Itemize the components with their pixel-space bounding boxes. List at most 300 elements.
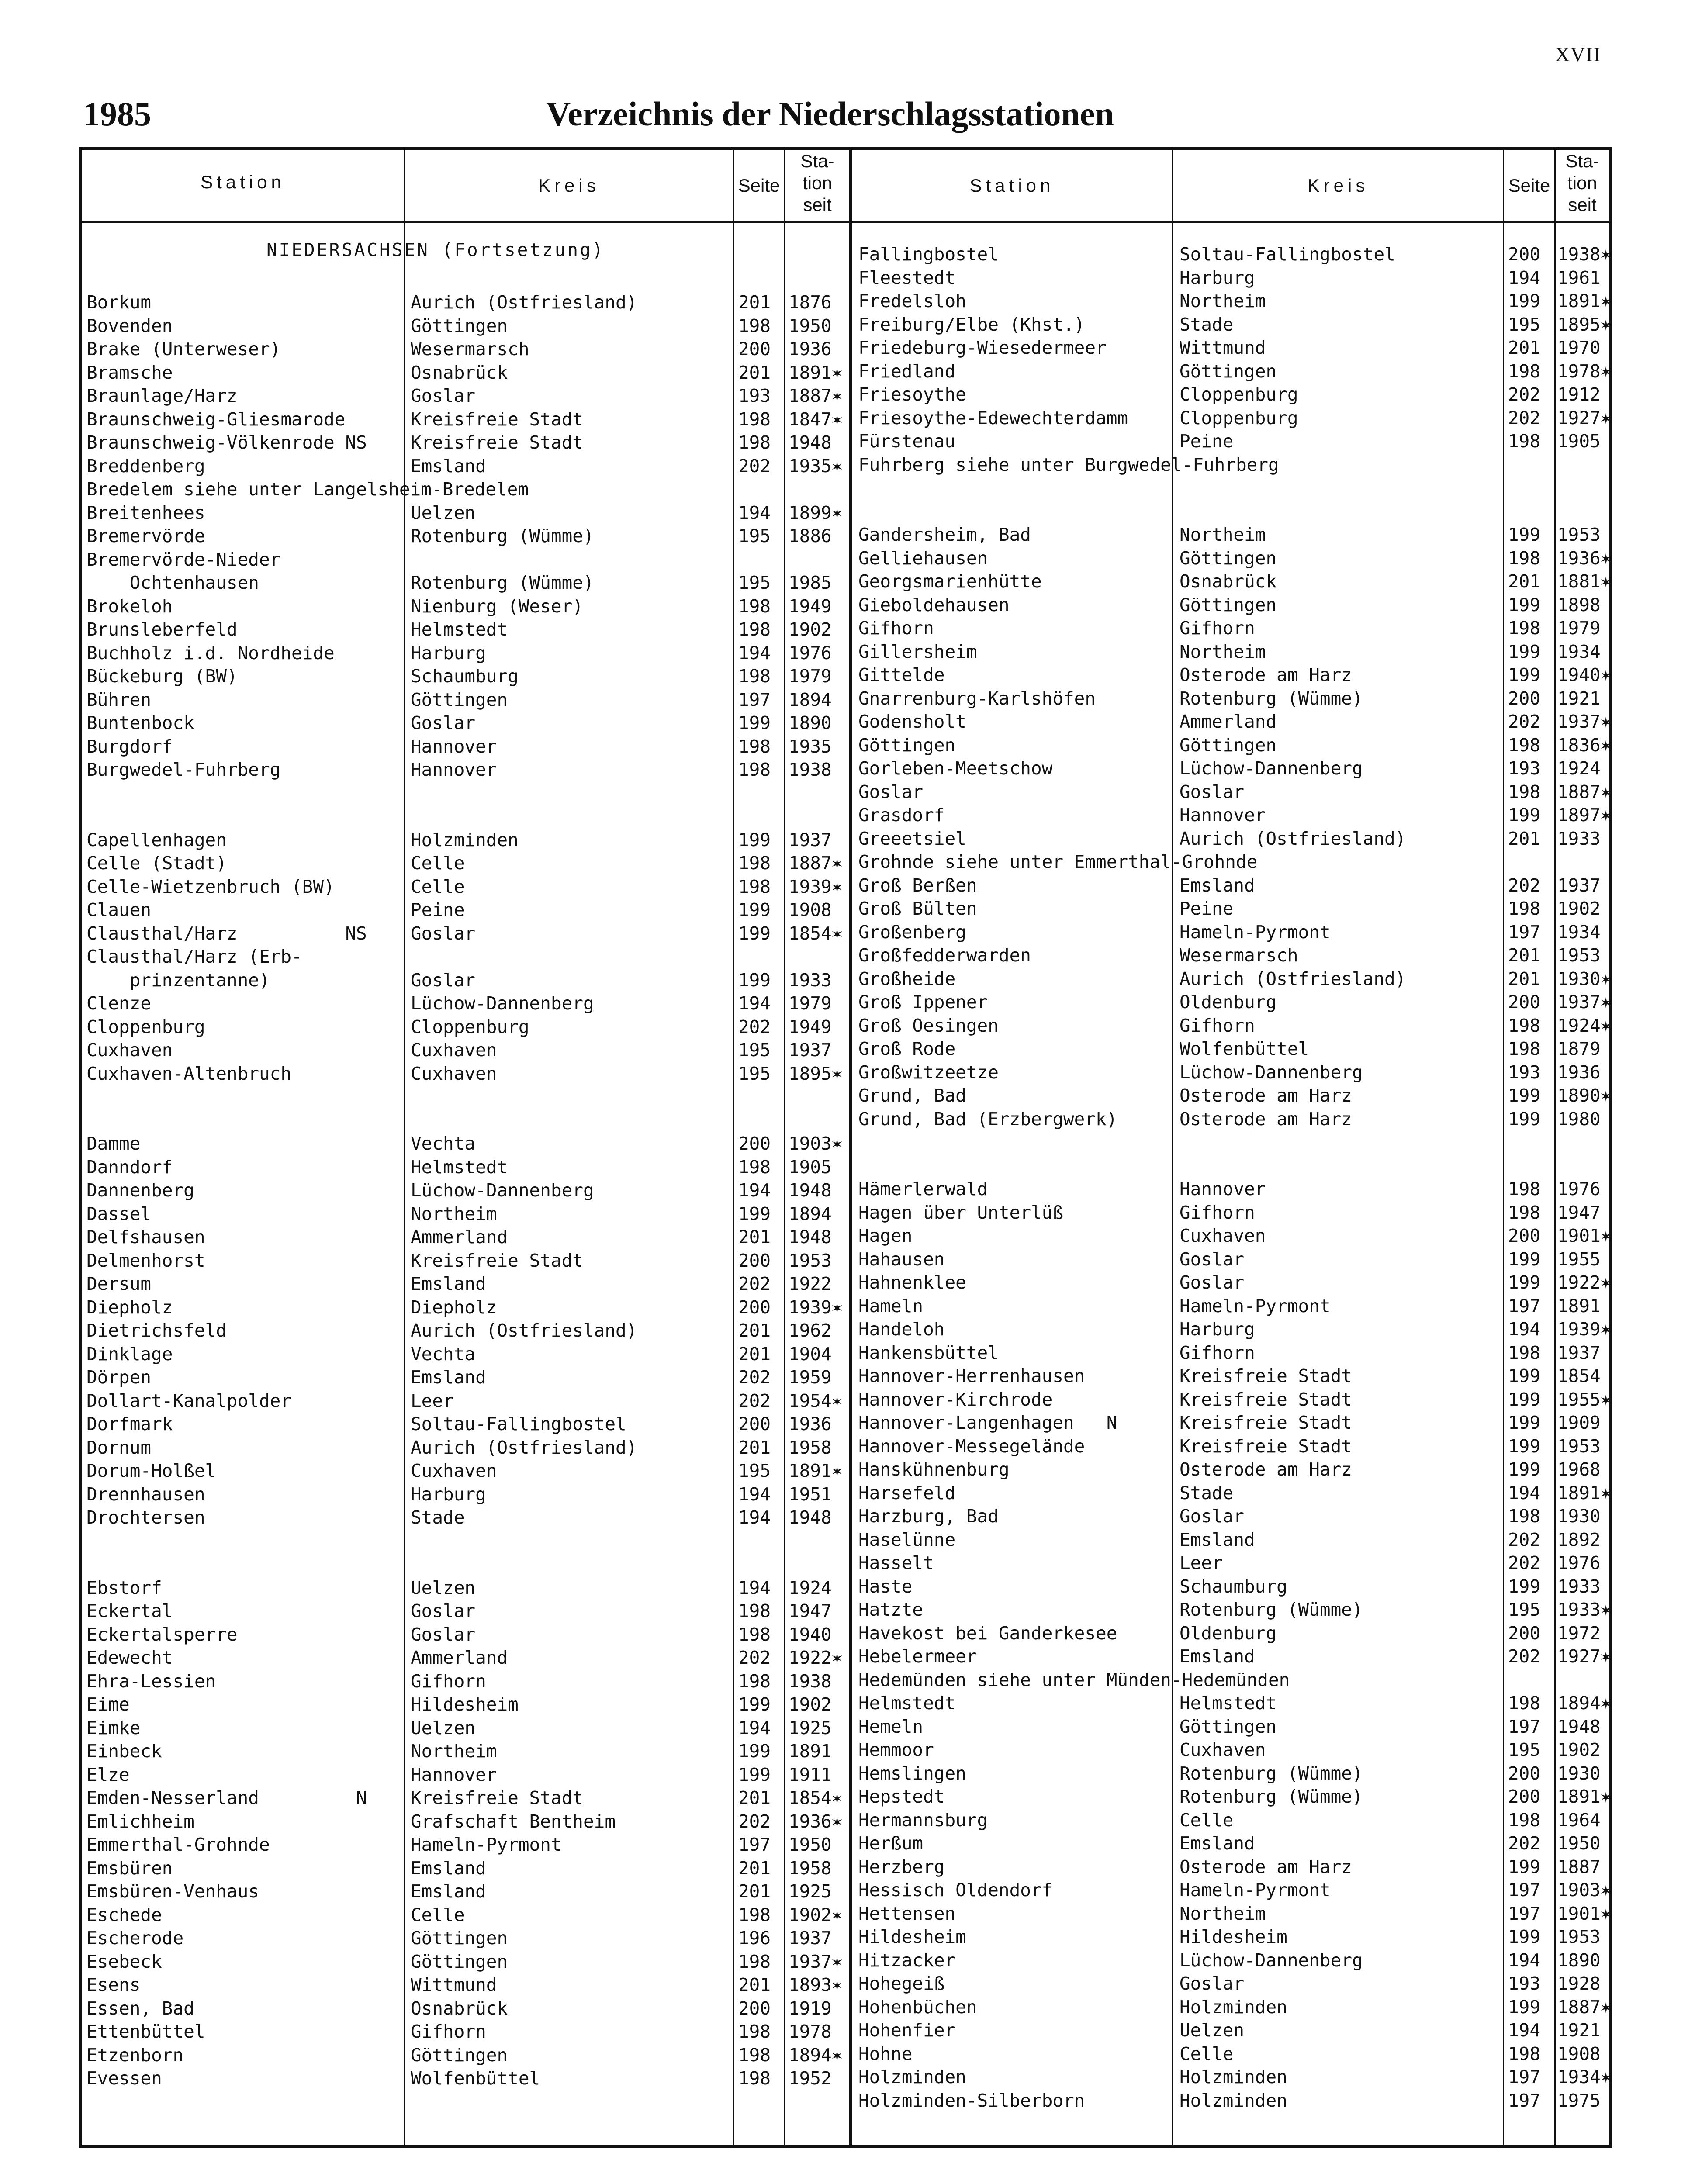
kreis-name: Goslar [411,969,476,991]
seite-value: 199 [1508,664,1541,685]
seite-value: 201 [738,292,771,313]
seite-value: 201 [738,1437,771,1458]
seite-value: 199 [1508,594,1541,615]
kreis-name: Northeim [411,1741,497,1762]
station-name: Friesoythe-Edewechterdamm [858,407,1128,429]
kreis-name: Peine [1180,898,1234,919]
seite-value: 198 [1508,1038,1541,1059]
station-since: 1902✶ [789,1904,843,1925]
kreis-name: Kreisfreie Stadt [411,1250,583,1271]
seite-value: 194 [1508,2020,1541,2041]
header-seit-line: tion [1567,173,1597,193]
seite-value: 195 [1508,1739,1541,1760]
station-since: 1901✶ [1557,1225,1612,1246]
kreis-name: Lüchow-Dannenberg [411,1180,594,1201]
station-since: 1950 [789,1834,832,1855]
kreis-name: Holzminden [1180,1996,1287,2018]
station-name: Dersum [86,1273,152,1294]
station-name: Gelliehausen [858,547,988,569]
seite-value: 200 [1508,688,1541,709]
kreis-name: Leer [411,1390,454,1411]
station-name: Groß Oesingen [858,1015,999,1036]
station-since: 1938✶ [1557,244,1612,265]
station-name: Elze [86,1764,130,1785]
kreis-name: Northeim [411,1203,497,1224]
seite-value: 197 [1508,1716,1541,1737]
station-name: Dassel [86,1203,152,1224]
seite-value: 194 [1508,1482,1541,1503]
kreis-name: Goslar [1180,1272,1245,1293]
kreis-name: Cuxhaven [411,1063,497,1084]
station-name: Gorleben-Meetschow [858,758,1053,779]
kreis-name: Aurich (Ostfriesland) [411,1437,637,1458]
station-name: Breitenhees [86,502,205,523]
seite-value: 198 [738,853,771,874]
seite-value: 198 [1508,898,1541,919]
seite-value: 197 [738,1834,771,1855]
station-name: Brake (Unterweser) [86,339,281,359]
station-name: Bremervörde-Nieder [86,549,281,570]
seite-value: 198 [1508,2043,1541,2064]
kreis-name: Northeim [1180,641,1266,662]
kreis-name: Grafschaft Bentheim [411,1811,616,1832]
station-since: 1936✶ [789,1811,843,1832]
seite-value: 201 [1508,571,1541,592]
station-since: 1924✶ [1557,1015,1612,1036]
station-name: Dorum-Holßel [86,1460,216,1481]
station-since: 1876 [789,292,832,313]
seite-value: 199 [1508,641,1541,662]
kreis-name: Harburg [1180,267,1255,288]
station-since: 1958 [789,1857,832,1879]
seite-value: 198 [738,876,771,897]
seite-value: 201 [1508,945,1541,966]
station-since: 1953 [789,1250,832,1271]
station-name: Hasselt [858,1552,934,1573]
seite-value: 199 [738,923,771,944]
seite-value: 199 [1508,1459,1541,1480]
seite-value: 200 [1508,1762,1541,1784]
station-since: 1954✶ [789,1390,843,1411]
kreis-name: Osterode am Harz [1180,1108,1352,1130]
station-name: Hahnenklee [858,1272,966,1293]
station-name: Bovenden [86,315,173,336]
station-name: Hemeln [858,1716,924,1737]
station-since: 1908 [1557,2043,1601,2064]
station-name: Ebstorf [86,1577,162,1598]
kreis-name: Göttingen [411,1951,508,1972]
station-name: Hannover-Langenhagen N [858,1412,1117,1433]
seite-value: 201 [738,1227,771,1248]
seite-value: 198 [738,1624,771,1645]
seite-value: 199 [1508,1996,1541,2018]
seite-value: 193 [1508,1061,1541,1083]
station-name: Brunsleberfeld [86,619,238,640]
station-since: 1934 [1557,921,1601,943]
seite-value: 197 [1508,1880,1541,1901]
kreis-name: Cuxhaven [1180,1739,1266,1760]
station-since: 1933 [1557,1576,1601,1597]
station-name: Großwitzeetze [858,1061,999,1083]
station-name: Großheide [858,968,956,989]
kreis-name: Göttingen [411,1928,508,1949]
seite-value: 197 [1508,921,1541,943]
seite-value: 198 [738,1670,771,1692]
seite-value: 202 [1508,407,1541,429]
station-name: Bramsche [86,362,173,383]
station-name: Clausthal/Harz NS [86,923,367,944]
kreis-name: Göttingen [1180,734,1277,756]
station-since: 1953 [1557,1926,1601,1947]
station-name: Ehra-Lessien [86,1670,216,1692]
station-name: Cloppenburg [86,1016,205,1037]
kreis-name: Stade [1180,1482,1234,1503]
station-name: Grohnde siehe unter Emmerthal-Grohnde [858,851,1258,872]
seite-value: 199 [738,899,771,920]
station-name: Hämerlerwald [858,1178,988,1199]
kreis-name: Hannover [1180,1178,1266,1199]
seite-value: 202 [1508,711,1541,732]
seite-value: 198 [738,1951,771,1972]
seite-value: 198 [1508,1015,1541,1036]
station-name: Hohenfier [858,2020,956,2041]
station-name: Haselünne [858,1529,956,1550]
seite-value: 199 [738,1694,771,1715]
seite-value: 194 [738,1180,771,1201]
seite-value: 194 [1508,1949,1541,1971]
page-number: XVII [1555,43,1601,66]
station-name: Hameln [858,1295,924,1317]
station-since: 1979 [1557,618,1601,639]
header-seit-right [1556,150,1609,216]
station-name: Dorfmark [86,1413,173,1434]
kreis-name: Aurich (Ostfriesland) [1180,968,1406,989]
station-name: Grund, Bad (Erzbergwerk) [858,1108,1117,1130]
kreis-name: Ammerland [411,1647,508,1668]
station-name: Hannover-Herrenhausen [858,1365,1085,1386]
kreis-name: Cuxhaven [411,1460,497,1481]
station-since: 1948 [789,1180,832,1201]
station-name: Gandersheim, Bad [858,524,1031,545]
header-station-right: Station [969,175,1055,196]
kreis-name: Emsland [411,455,486,477]
station-name: Brokeloh [86,595,173,617]
station-since: 1891✶ [789,362,843,383]
station-since: 1921 [1557,688,1601,709]
station-since: 1922✶ [1557,1272,1612,1293]
seite-value: 199 [1508,1272,1541,1293]
col-divider [1503,149,1504,2148]
station-name: Dinklage [86,1343,173,1365]
station-since: 1902 [1557,898,1601,919]
seite-value: 194 [1508,267,1541,288]
seite-value: 199 [738,1203,771,1224]
seite-value: 195 [738,525,771,546]
station-name: Herzberg [858,1856,945,1877]
kreis-name: Wittmund [1180,337,1266,358]
header-seit-line: Sta- [1565,151,1599,171]
kreis-name: Goslar [1180,1506,1245,1527]
kreis-name: Vechta [411,1343,476,1365]
kreis-name: Göttingen [1180,594,1277,615]
station-name: Hanskühnenburg [858,1459,1010,1480]
seite-value: 199 [1508,1108,1541,1130]
station-since: 1937 [789,829,832,850]
station-since: 1902 [789,619,832,640]
seite-value: 201 [1508,828,1541,849]
kreis-name: Goslar [1180,1248,1245,1270]
station-name: Ettenbüttel [86,2021,205,2042]
seite-value: 194 [738,1717,771,1738]
station-since: 1940✶ [1557,664,1612,685]
header-seit-line: Sta- [800,151,834,171]
kreis-name: Goslar [411,1600,476,1621]
seite-value: 198 [1508,1693,1541,1714]
station-since: 1958 [789,1437,832,1458]
kreis-name: Kreisfreie Stadt [1180,1365,1352,1386]
station-since: 1891 [1557,1295,1601,1317]
header-rule [79,221,1612,223]
kreis-name: Emsland [1180,1529,1255,1550]
station-since: 1924 [789,1577,832,1598]
seite-value: 199 [1508,805,1541,826]
kreis-name: Helmstedt [1180,1693,1277,1714]
kreis-name: Rotenburg (Wümme) [411,572,594,593]
seite-value: 202 [738,1647,771,1668]
kreis-name: Lüchow-Dannenberg [1180,1061,1363,1083]
station-name: Emsbüren-Venhaus [86,1881,259,1902]
station-name: Breddenberg [86,455,205,477]
station-name: Groß Bülten [858,898,977,919]
col-divider [784,149,785,2148]
station-since: 1950 [789,315,832,336]
station-since: 1902 [1557,1739,1601,1760]
station-name: Hannover-Messegelände [858,1435,1085,1457]
kreis-name: Holzminden [1180,2090,1287,2111]
kreis-name: Oldenburg [1180,1622,1277,1644]
kreis-name: Goslar [1180,781,1245,802]
station-since: 1925 [789,1717,832,1738]
station-since: 1948 [789,1507,832,1528]
header-seite-right: Seite [1508,175,1550,196]
station-since: 1881✶ [1557,571,1612,592]
seite-value: 200 [738,1133,771,1154]
station-name: Dietrichsfeld [86,1320,227,1341]
station-since: 1933 [1557,828,1601,849]
station-name: Clauen [86,899,152,920]
station-name: Gillersheim [858,641,977,662]
station-since: 1937✶ [1557,992,1612,1013]
station-since: 1978✶ [1557,360,1612,382]
seite-value: 195 [1508,1599,1541,1620]
station-since: 1890 [789,712,832,733]
kreis-name: Göttingen [1180,360,1277,382]
station-since: 1937 [789,1928,832,1949]
station-since: 1836✶ [1557,734,1612,756]
kreis-name: Gifhorn [411,2021,486,2042]
kreis-name: Kreisfreie Stadt [411,432,583,453]
station-since: 1953 [1557,524,1601,545]
kreis-name: Osterode am Harz [1180,664,1352,685]
kreis-name: Hannover [411,759,497,780]
station-name: Emden-Nesserland N [86,1787,367,1808]
station-name: Groß Ippener [858,992,988,1013]
station-since: 1911 [789,1764,832,1785]
seite-value: 202 [1508,874,1541,896]
seite-value: 199 [738,712,771,733]
station-name: Hedemünden siehe unter Münden-Hedemünden [858,1669,1290,1690]
kreis-name: Uelzen [1180,2020,1245,2041]
station-name: Friedland [858,360,956,382]
seite-value: 193 [1508,1973,1541,1994]
station-since: 1891✶ [789,1460,843,1481]
seite-value: 199 [1508,1365,1541,1386]
seite-value: 202 [1508,1646,1541,1667]
station-name: Delmenhorst [86,1250,205,1271]
seite-value: 198 [1508,1202,1541,1223]
station-since: 1919 [789,1997,832,2019]
seite-value: 199 [1508,1412,1541,1433]
station-name: Bühren [86,689,152,710]
station-name: Buchholz i.d. Nordheide [86,642,335,663]
station-since: 1976 [1557,1552,1601,1573]
seite-value: 199 [1508,1856,1541,1877]
header-kreis-left: Kreis [538,175,600,196]
station-name: Dannenberg [86,1180,194,1201]
kreis-name: Celle [411,876,465,897]
kreis-name: Hameln-Pyrmont [411,1834,562,1855]
station-since: 1854✶ [789,923,843,944]
station-name: Georgsmarienhütte [858,571,1042,592]
kreis-name: Cuxhaven [1180,1225,1266,1246]
kreis-name: Lüchow-Dannenberg [1180,758,1363,779]
station-since: 1980 [1557,1108,1601,1130]
kreis-name: Rotenburg (Wümme) [411,525,594,546]
seite-value: 198 [1508,1809,1541,1831]
station-name: Danndorf [86,1156,173,1178]
station-name: Gnarrenburg-Karlshöfen [858,688,1096,709]
kreis-name: Ammerland [411,1227,508,1248]
station-name: Escherode [86,1928,184,1949]
station-since: 1886 [789,525,832,546]
seite-value: 194 [738,642,771,663]
kreis-name: Celle [411,853,465,874]
seite-value: 201 [738,362,771,383]
kreis-name: Göttingen [411,315,508,336]
seite-value: 198 [1508,1506,1541,1527]
station-since: 1936 [789,339,832,359]
station-name: Herßum [858,1833,924,1854]
station-name: Eschede [86,1904,162,1925]
station-since: 1962 [789,1320,832,1341]
col-divider [1172,149,1173,2148]
station-name: Holzminden-Silberborn [858,2090,1085,2111]
seite-value: 200 [1508,1225,1541,1246]
kreis-name: Emsland [411,1367,486,1388]
kreis-name: Cloppenburg [411,1016,529,1037]
station-name: Goslar [858,781,924,802]
seite-value: 197 [1508,2067,1541,2087]
station-since: 1948 [789,1227,832,1248]
station-since: 1893✶ [789,1974,843,1995]
station-since: 1887✶ [1557,1996,1612,2018]
seite-value: 198 [738,315,771,336]
seite-value: 200 [738,339,771,359]
station-name: Etzenborn [86,2044,184,2066]
station-name: Edewecht [86,1647,173,1668]
seite-value: 194 [1508,1319,1541,1340]
station-since: 1905 [1557,431,1601,452]
kreis-name: Gifhorn [1180,1342,1255,1363]
station-since: 1938 [789,1670,832,1692]
station-name: Hessisch Oldendorf [858,1880,1053,1901]
kreis-name: Osterode am Harz [1180,1459,1352,1480]
station-since: 1937✶ [789,1951,843,1972]
station-since: 1902 [789,1694,832,1715]
header-seit-line: seit [803,194,832,215]
seite-value: 198 [738,432,771,453]
header-seit-line: tion [803,173,832,193]
station-name: Cuxhaven-Altenbruch [86,1063,291,1084]
kreis-name: Osterode am Harz [1180,1856,1352,1877]
seite-value: 201 [738,1974,771,1995]
station-name: Handeloh [858,1319,945,1340]
station-name: Bredelem siehe unter Langelsheim-Bredelem [86,479,529,500]
seite-value: 195 [738,1063,771,1084]
station-name: Borkum [86,292,152,313]
station-since: 1887 [1557,1856,1601,1877]
seite-value: 199 [1508,290,1541,311]
seite-value: 202 [738,1390,771,1411]
kreis-name: Gifhorn [1180,1015,1255,1036]
station-since: 1936 [789,1413,832,1434]
seite-value: 198 [738,595,771,617]
station-since: 1948 [789,432,832,453]
station-name: Grund, Bad [858,1085,966,1106]
station-name: Braunlage/Harz [86,385,238,406]
station-since: 1894 [789,1203,832,1224]
seite-value: 199 [1508,1435,1541,1457]
kreis-name: Lüchow-Dannenberg [1180,1949,1363,1971]
kreis-name: Helmstedt [411,619,508,640]
seite-value: 202 [1508,1552,1541,1573]
seite-value: 198 [738,1156,771,1178]
kreis-name: Schaumburg [1180,1576,1287,1597]
seite-value: 193 [738,385,771,406]
kreis-name: Goslar [411,1624,476,1645]
seite-value: 199 [1508,1926,1541,1947]
header-seit-line: seit [1568,194,1597,215]
station-name: Celle-Wietzenbruch (BW) [86,876,335,897]
station-since: 1979 [789,666,832,687]
station-since: 1847✶ [789,408,843,430]
kreis-name: Goslar [411,923,476,944]
kreis-name: Hildesheim [1180,1926,1287,1947]
kreis-name: Göttingen [411,689,508,710]
station-since: 1972 [1557,1622,1601,1644]
station-name: Gieboldehausen [858,594,1010,615]
kreis-name: Hannover [411,1764,497,1785]
station-since: 1970 [1557,337,1601,358]
station-since: 1898 [1557,594,1601,615]
seite-value: 198 [1508,547,1541,569]
seite-value: 198 [738,2021,771,2042]
kreis-name: Kreisfreie Stadt [411,1787,583,1808]
station-since: 1976 [1557,1178,1601,1199]
station-name: Burgdorf [86,736,173,757]
station-name: Großfedderwarden [858,945,1031,966]
seite-value: 202 [1508,1833,1541,1854]
